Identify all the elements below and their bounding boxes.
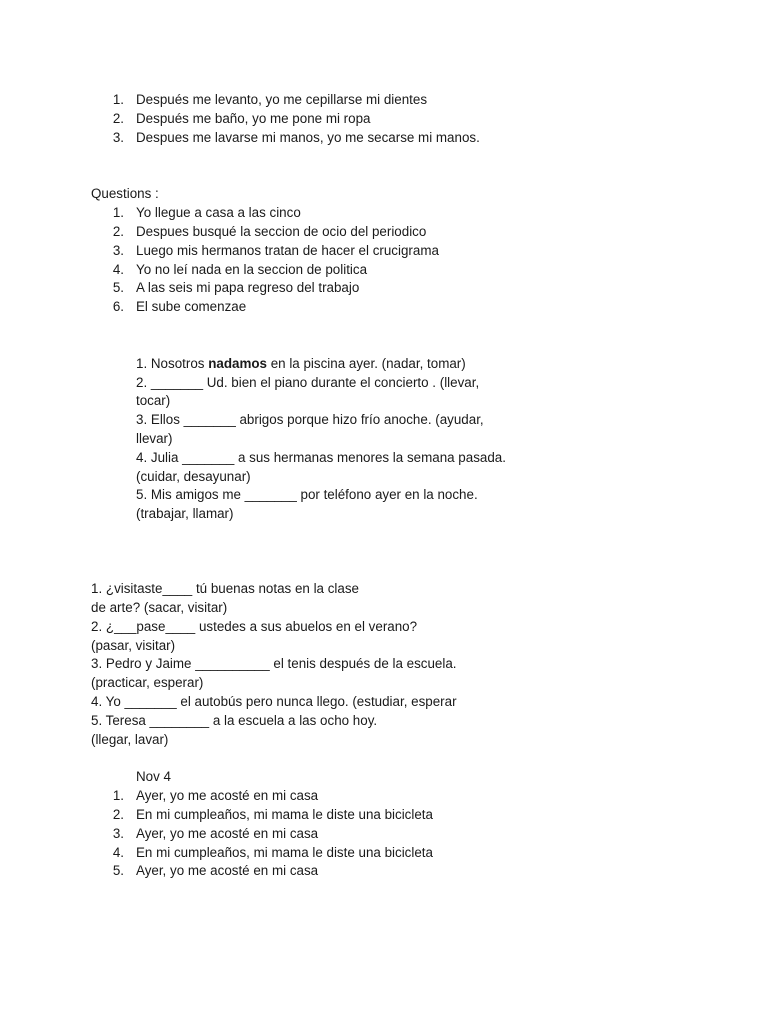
exercise-line: (trabajar, llamar) bbox=[136, 506, 234, 521]
exercise-line: 5. Teresa ________ a la escuela a las ocho hoy. bbox=[91, 713, 378, 728]
list-item-number: 1. bbox=[112, 205, 124, 220]
list-item-number: 2. bbox=[112, 111, 124, 126]
list-item-number: 2. bbox=[112, 807, 124, 822]
list-item-number: 3. bbox=[112, 243, 124, 258]
exercise-line: (pasar, visitar) bbox=[91, 638, 176, 653]
list-item: Luego mis hermanos tratan de hacer el crucigrama bbox=[136, 243, 439, 258]
exercise-line: 3. Ellos _______ abrigos porque hizo frío anoche. (ayudar, bbox=[136, 412, 484, 427]
list-item: Ayer, yo me acosté en mi casa bbox=[136, 788, 319, 803]
list-item-number: 1. bbox=[112, 92, 124, 107]
exercise-line: 2. ¿___pase____ ustedes a sus abuelos en el verano? bbox=[91, 619, 418, 634]
list-item-number: 5. bbox=[112, 280, 124, 295]
exercise-line: llevar) bbox=[136, 431, 173, 446]
list-item: Ayer, yo me acosté en mi casa bbox=[136, 863, 319, 878]
exercise-line-prefix: 1. Nosotros bbox=[136, 356, 209, 371]
date-heading: Nov 4 bbox=[136, 769, 171, 784]
exercise-line: de arte? (sacar, visitar) bbox=[91, 600, 228, 615]
exercise-line: 5. Mis amigos me _______ por teléfono ayer en la noche. bbox=[136, 487, 478, 502]
list-item-number: 5. bbox=[112, 863, 124, 878]
exercise-line: 4. Julia _______ a sus hermanas menores la semana pasada. bbox=[136, 450, 506, 465]
list-item: Despues me lavarse mi manos, yo me secarse mi manos. bbox=[136, 130, 480, 145]
list-item: En mi cumpleaños, mi mama le diste una bicicleta bbox=[136, 807, 433, 822]
exercise-line: 1. ¿visitaste____ tú buenas notas en la clase bbox=[91, 581, 359, 596]
exercise-line: 4. Yo _______ el autobús pero nunca llego. (estudiar, esperar bbox=[91, 694, 457, 709]
list-item-number: 4. bbox=[112, 845, 124, 860]
list-item: A las seis mi papa regreso del trabajo bbox=[136, 280, 360, 295]
list-item-number: 1. bbox=[112, 788, 124, 803]
list-item-number: 4. bbox=[112, 262, 124, 277]
exercise-line: 2. _______ Ud. bien el piano durante el concierto . (llevar, bbox=[136, 375, 480, 390]
list-item: Yo no leí nada en la seccion de politica bbox=[136, 262, 368, 277]
list-item: Después me levanto, yo me cepillarse mi dientes bbox=[136, 92, 428, 107]
exercise-line: (llegar, lavar) bbox=[91, 732, 169, 747]
list-item: Yo llegue a casa a las cinco bbox=[136, 205, 301, 220]
answer-bold: nadamos bbox=[208, 356, 267, 371]
exercise-line bbox=[136, 355, 466, 373]
exercise-line: (practicar, esperar) bbox=[91, 675, 204, 690]
list-item-number: 2. bbox=[112, 224, 124, 239]
list-item: Ayer, yo me acosté en mi casa bbox=[136, 826, 319, 841]
list-item-number: 3. bbox=[112, 826, 124, 841]
questions-heading: Questions : bbox=[91, 186, 159, 201]
exercise-line: (cuidar, desayunar) bbox=[136, 469, 251, 484]
exercise-line: 3. Pedro y Jaime __________ el tenis después de la escuela. bbox=[91, 656, 457, 671]
exercise-line-suffix: en la piscina ayer. (nadar, tomar) bbox=[267, 356, 466, 371]
list-item: En mi cumpleaños, mi mama le diste una bicicleta bbox=[136, 845, 433, 860]
list-item-number: 3. bbox=[112, 130, 124, 145]
list-item: Despues busqué la seccion de ocio del periodico bbox=[136, 224, 427, 239]
list-item-number: 6. bbox=[112, 299, 124, 314]
list-item: Después me baño, yo me pone mi ropa bbox=[136, 111, 371, 126]
list-item: El sube comenzae bbox=[136, 299, 247, 314]
exercise-line: tocar) bbox=[136, 393, 171, 408]
